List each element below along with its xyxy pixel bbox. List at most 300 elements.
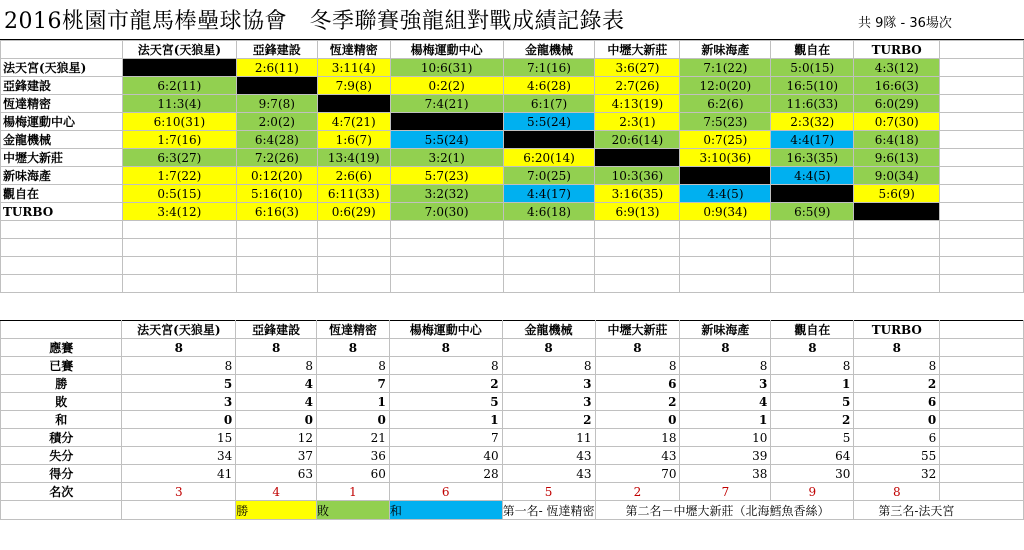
- title-row: [0, 0, 1024, 40]
- score-cell: 7:1(22): [680, 59, 771, 77]
- empty-cell: [940, 185, 1024, 203]
- score-cell: 7:0(30): [390, 203, 503, 221]
- stat-value: 64: [771, 447, 854, 465]
- matrix-row: [1, 203, 1024, 221]
- legend-row: [1, 501, 1024, 520]
- team-row-header: 中壢大新莊: [1, 149, 123, 167]
- legend-third-place: 第三名-法天宮: [854, 501, 1024, 520]
- team-row-header: 法天宮(天狼星): [1, 59, 123, 77]
- score-cell: 12:0(20): [680, 77, 771, 95]
- empty-cell: [680, 239, 771, 257]
- self-match-cell: [854, 203, 940, 221]
- stat-row: [1, 393, 1024, 411]
- stat-value: 5: [771, 393, 854, 411]
- stat-value: 4: [680, 393, 771, 411]
- self-match-cell: [680, 167, 771, 185]
- score-cell: 9:0(34): [854, 167, 940, 185]
- empty-cell: [595, 257, 680, 275]
- stat-value: 43: [502, 447, 595, 465]
- score-cell: 6:5(9): [771, 203, 854, 221]
- stat-value: 5: [389, 393, 502, 411]
- score-cell: 7:9(8): [317, 77, 390, 95]
- score-cell: 2:0(2): [236, 113, 317, 131]
- stat-value: 55: [854, 447, 940, 465]
- score-cell: 2:3(1): [595, 113, 680, 131]
- empty-cell: [236, 257, 317, 275]
- matchup-body: [1, 41, 1024, 293]
- stat-value: 39: [680, 447, 771, 465]
- score-cell: 0:9(34): [680, 203, 771, 221]
- stat-label: 敗: [1, 393, 122, 411]
- stat-value: 5: [771, 429, 854, 447]
- score-cell: 6:2(6): [680, 95, 771, 113]
- legend-second-place: 第二名－中壢大新莊（北海鱈魚香絲）: [595, 501, 854, 520]
- stat-label: 勝: [1, 375, 122, 393]
- team-column-header: TURBO: [854, 321, 940, 339]
- empty-cell: [503, 239, 595, 257]
- team-row-header: 楊梅運動中心: [1, 113, 123, 131]
- stat-row: [1, 447, 1024, 465]
- empty-cell: [317, 221, 390, 239]
- empty-cell: [390, 257, 503, 275]
- empty-cell: [503, 275, 595, 293]
- game-count: 共 9隊 - 36場次: [858, 16, 952, 31]
- stat-value: 8: [680, 339, 771, 357]
- score-cell: 2:6(6): [317, 167, 390, 185]
- stat-value: 8: [771, 339, 854, 357]
- team-column-header: 法天宮(天狼星): [122, 41, 236, 59]
- stat-value: 18: [595, 429, 680, 447]
- score-cell: 7:2(26): [236, 149, 317, 167]
- self-match-cell: [122, 59, 236, 77]
- corner-cell: [1, 321, 122, 339]
- stat-value: 30: [771, 465, 854, 483]
- empty-cell: [940, 339, 1024, 357]
- stat-label: 已賽: [1, 357, 122, 375]
- stat-value: 8: [389, 357, 502, 375]
- empty-cell: [940, 393, 1024, 411]
- empty-cell: [122, 221, 236, 239]
- score-cell: 4:4(17): [771, 131, 854, 149]
- score-cell: 9:7(8): [236, 95, 317, 113]
- stat-value: 8: [502, 357, 595, 375]
- score-cell: 20:6(14): [595, 131, 680, 149]
- matrix-row: [1, 113, 1024, 131]
- stat-value: 15: [122, 429, 236, 447]
- team-column-header: 恆達精密: [317, 41, 390, 59]
- empty-cell: [680, 275, 771, 293]
- score-cell: 0:2(2): [390, 77, 503, 95]
- score-cell: 3:10(36): [680, 149, 771, 167]
- page-title: 2016桃園市龍馬棒壘球協會 冬季聯賽強龍組對戰成績記錄表: [4, 9, 625, 34]
- legend-loss: 敗: [317, 501, 390, 520]
- empty-cell: [503, 257, 595, 275]
- score-cell: 7:1(16): [503, 59, 595, 77]
- stat-value: 8: [854, 339, 940, 357]
- matrix-row: [1, 77, 1024, 95]
- empty-cell: [122, 501, 236, 520]
- score-cell: 4:4(5): [680, 185, 771, 203]
- stat-value: 0: [595, 411, 680, 429]
- stat-label: 名次: [1, 483, 122, 501]
- empty-cell: [595, 275, 680, 293]
- empty-cell: [771, 275, 854, 293]
- empty-cell: [236, 239, 317, 257]
- score-cell: 11:6(33): [771, 95, 854, 113]
- rank-value: 3: [122, 483, 236, 501]
- stat-value: 60: [317, 465, 390, 483]
- stat-row: [1, 357, 1024, 375]
- score-cell: 4:4(17): [503, 185, 595, 203]
- blank-row: [1, 221, 1024, 239]
- empty-cell: [940, 321, 1024, 339]
- empty-cell: [940, 257, 1024, 275]
- stat-value: 36: [317, 447, 390, 465]
- team-column-header: 亞鋒建設: [236, 41, 317, 59]
- empty-cell: [940, 95, 1024, 113]
- team-column-header: 金龍機械: [502, 321, 595, 339]
- stat-value: 10: [680, 429, 771, 447]
- stat-value: 8: [317, 357, 390, 375]
- legend-first-place: 第一名- 恆達精密: [502, 501, 595, 520]
- score-cell: 7:4(21): [390, 95, 503, 113]
- score-cell: 6:4(28): [236, 131, 317, 149]
- empty-cell: [771, 257, 854, 275]
- score-cell: 6:11(33): [317, 185, 390, 203]
- stat-value: 1: [771, 375, 854, 393]
- stat-value: 0: [854, 411, 940, 429]
- score-cell: 2:3(32): [771, 113, 854, 131]
- empty-cell: [503, 221, 595, 239]
- rank-value: 2: [595, 483, 680, 501]
- stat-value: 6: [595, 375, 680, 393]
- score-cell: 1:7(16): [122, 131, 236, 149]
- matrix-row: [1, 59, 1024, 77]
- stat-value: 0: [122, 411, 236, 429]
- empty-cell: [390, 275, 503, 293]
- score-cell: 5:6(9): [854, 185, 940, 203]
- empty-cell: [771, 239, 854, 257]
- score-cell: 6:20(14): [503, 149, 595, 167]
- score-cell: 3:11(4): [317, 59, 390, 77]
- stat-value: 21: [317, 429, 390, 447]
- score-cell: 16:6(3): [854, 77, 940, 95]
- score-cell: 9:6(13): [854, 149, 940, 167]
- team-column-header: 亞鋒建設: [236, 321, 317, 339]
- stat-row: [1, 483, 1024, 501]
- empty-cell: [940, 239, 1024, 257]
- stat-value: 5: [122, 375, 236, 393]
- empty-cell: [940, 203, 1024, 221]
- score-cell: 4:13(19): [595, 95, 680, 113]
- empty-cell: [940, 465, 1024, 483]
- empty-cell: [317, 239, 390, 257]
- stat-row: [1, 375, 1024, 393]
- matrix-row: [1, 149, 1024, 167]
- rank-value: 8: [854, 483, 940, 501]
- empty-cell: [940, 275, 1024, 293]
- stat-value: 8: [122, 357, 236, 375]
- score-cell: 6:9(13): [595, 203, 680, 221]
- stat-value: 4: [236, 393, 317, 411]
- stat-label: 得分: [1, 465, 122, 483]
- empty-cell: [940, 375, 1024, 393]
- score-cell: 16:5(10): [771, 77, 854, 95]
- stat-value: 8: [854, 357, 940, 375]
- stat-value: 1: [680, 411, 771, 429]
- matrix-row: [1, 131, 1024, 149]
- score-cell: 5:5(24): [390, 131, 503, 149]
- empty-cell: [854, 275, 940, 293]
- empty-cell: [854, 221, 940, 239]
- empty-cell: [940, 357, 1024, 375]
- stat-row: [1, 339, 1024, 357]
- score-cell: 0:7(25): [680, 131, 771, 149]
- score-cell: 3:4(12): [122, 203, 236, 221]
- score-cell: 1:6(7): [317, 131, 390, 149]
- self-match-cell: [317, 95, 390, 113]
- stat-value: 6: [854, 393, 940, 411]
- score-cell: 2:6(11): [236, 59, 317, 77]
- rank-value: 7: [680, 483, 771, 501]
- score-cell: 3:2(1): [390, 149, 503, 167]
- stat-value: 2: [771, 411, 854, 429]
- stat-label: 積分: [1, 429, 122, 447]
- rank-value: 1: [317, 483, 390, 501]
- stat-label: 失分: [1, 447, 122, 465]
- stat-value: 37: [236, 447, 317, 465]
- stat-value: 3: [680, 375, 771, 393]
- rank-value: 4: [236, 483, 317, 501]
- score-cell: 10:6(31): [390, 59, 503, 77]
- stat-label: 應賽: [1, 339, 122, 357]
- stat-value: 34: [122, 447, 236, 465]
- stat-value: 63: [236, 465, 317, 483]
- stat-value: 8: [317, 339, 390, 357]
- score-cell: 3:2(32): [390, 185, 503, 203]
- stat-value: 70: [595, 465, 680, 483]
- standings-header-row: [1, 321, 1024, 339]
- score-cell: 13:4(19): [317, 149, 390, 167]
- stat-value: 28: [389, 465, 502, 483]
- corner-cell: [1, 41, 123, 59]
- stat-value: 43: [502, 465, 595, 483]
- stat-value: 8: [771, 357, 854, 375]
- empty-cell: [680, 221, 771, 239]
- stat-value: 32: [854, 465, 940, 483]
- score-cell: 6:2(11): [122, 77, 236, 95]
- stat-value: 1: [389, 411, 502, 429]
- rank-value: 9: [771, 483, 854, 501]
- empty-cell: [940, 131, 1024, 149]
- stat-row: [1, 411, 1024, 429]
- standings-body: [1, 321, 1024, 520]
- rank-value: 6: [389, 483, 502, 501]
- stat-value: 6: [854, 429, 940, 447]
- matchup-table: [0, 40, 1024, 293]
- stat-value: 38: [680, 465, 771, 483]
- stat-value: 2: [502, 411, 595, 429]
- stat-value: 8: [680, 357, 771, 375]
- empty-cell: [940, 429, 1024, 447]
- empty-cell: [940, 149, 1024, 167]
- empty-cell: [1, 275, 123, 293]
- score-cell: 7:0(25): [503, 167, 595, 185]
- standings-table: [0, 320, 1024, 520]
- empty-cell: [940, 113, 1024, 131]
- score-cell: 3:16(35): [595, 185, 680, 203]
- score-cell: 6:3(27): [122, 149, 236, 167]
- stat-value: 8: [236, 339, 317, 357]
- empty-cell: [317, 275, 390, 293]
- score-cell: 7:5(23): [680, 113, 771, 131]
- stat-value: 0: [236, 411, 317, 429]
- team-column-header: 楊梅運動中心: [389, 321, 502, 339]
- stat-value: 3: [502, 375, 595, 393]
- score-cell: 4:6(18): [503, 203, 595, 221]
- score-cell: 5:5(24): [503, 113, 595, 131]
- score-cell: 6:4(18): [854, 131, 940, 149]
- stat-row: [1, 465, 1024, 483]
- matrix-row: [1, 95, 1024, 113]
- empty-cell: [940, 41, 1024, 59]
- empty-cell: [854, 239, 940, 257]
- team-row-header: 金龍機械: [1, 131, 123, 149]
- score-cell: 16:3(35): [771, 149, 854, 167]
- score-cell: 1:7(22): [122, 167, 236, 185]
- empty-cell: [940, 77, 1024, 95]
- stat-value: 8: [236, 357, 317, 375]
- team-column-header: 中壢大新莊: [595, 41, 680, 59]
- score-cell: 6:0(29): [854, 95, 940, 113]
- blank-row: [1, 257, 1024, 275]
- team-row-header: 觀自在: [1, 185, 123, 203]
- team-column-header: 觀自在: [771, 321, 854, 339]
- empty-cell: [680, 257, 771, 275]
- score-cell: 0:12(20): [236, 167, 317, 185]
- team-row-header: 恆達精密: [1, 95, 123, 113]
- empty-cell: [236, 221, 317, 239]
- stat-value: 2: [595, 393, 680, 411]
- empty-cell: [940, 167, 1024, 185]
- stat-value: 40: [389, 447, 502, 465]
- empty-cell: [390, 239, 503, 257]
- score-cell: 4:6(28): [503, 77, 595, 95]
- stat-value: 3: [122, 393, 236, 411]
- score-cell: 11:3(4): [122, 95, 236, 113]
- self-match-cell: [236, 77, 317, 95]
- team-row-header: TURBO: [1, 203, 123, 221]
- stat-value: 11: [502, 429, 595, 447]
- score-cell: 5:7(23): [390, 167, 503, 185]
- score-cell: 2:7(26): [595, 77, 680, 95]
- stat-value: 8: [595, 357, 680, 375]
- empty-cell: [940, 59, 1024, 77]
- score-cell: 6:1(7): [503, 95, 595, 113]
- self-match-cell: [771, 185, 854, 203]
- score-cell: 6:10(31): [122, 113, 236, 131]
- stat-value: 7: [317, 375, 390, 393]
- stat-label: 和: [1, 411, 122, 429]
- score-cell: 4:4(5): [771, 167, 854, 185]
- stat-value: 2: [854, 375, 940, 393]
- legend-tie: 和: [389, 501, 502, 520]
- empty-cell: [854, 257, 940, 275]
- self-match-cell: [390, 113, 503, 131]
- self-match-cell: [503, 131, 595, 149]
- stat-value: 8: [595, 339, 680, 357]
- empty-cell: [1, 257, 123, 275]
- team-column-header: 新味海產: [680, 41, 771, 59]
- stat-value: 12: [236, 429, 317, 447]
- team-column-header: 新味海產: [680, 321, 771, 339]
- team-row-header: 亞鋒建設: [1, 77, 123, 95]
- stat-value: 8: [502, 339, 595, 357]
- empty-cell: [940, 221, 1024, 239]
- score-cell: 3:6(27): [595, 59, 680, 77]
- self-match-cell: [595, 149, 680, 167]
- score-cell: 10:3(36): [595, 167, 680, 185]
- team-column-header: 中壢大新莊: [595, 321, 680, 339]
- score-cell: 0:5(15): [122, 185, 236, 203]
- stat-value: 3: [502, 393, 595, 411]
- empty-cell: [940, 447, 1024, 465]
- team-column-header: 金龍機械: [503, 41, 595, 59]
- stat-value: 0: [317, 411, 390, 429]
- matrix-row: [1, 167, 1024, 185]
- empty-cell: [390, 221, 503, 239]
- score-cell: 6:16(3): [236, 203, 317, 221]
- stat-value: 41: [122, 465, 236, 483]
- stat-row: [1, 429, 1024, 447]
- empty-cell: [940, 411, 1024, 429]
- blank-row: [1, 275, 1024, 293]
- empty-cell: [317, 257, 390, 275]
- score-cell: 5:16(10): [236, 185, 317, 203]
- empty-cell: [122, 275, 236, 293]
- team-column-header: TURBO: [854, 41, 940, 59]
- empty-cell: [595, 221, 680, 239]
- team-column-header: 法天宮(天狼星): [122, 321, 236, 339]
- team-column-header: 恆達精密: [317, 321, 390, 339]
- rank-value: 5: [502, 483, 595, 501]
- empty-cell: [122, 257, 236, 275]
- legend-win: 勝: [236, 501, 317, 520]
- empty-cell: [1, 239, 123, 257]
- empty-cell: [940, 483, 1024, 501]
- matrix-row: [1, 185, 1024, 203]
- empty-cell: [1, 501, 122, 520]
- score-cell: 5:0(15): [771, 59, 854, 77]
- score-cell: 4:3(12): [854, 59, 940, 77]
- empty-cell: [595, 239, 680, 257]
- stat-value: 43: [595, 447, 680, 465]
- score-cell: 0:6(29): [317, 203, 390, 221]
- team-row-header: 新味海產: [1, 167, 123, 185]
- stat-value: 7: [389, 429, 502, 447]
- empty-cell: [236, 275, 317, 293]
- team-column-header: 楊梅運動中心: [390, 41, 503, 59]
- score-cell: 0:7(30): [854, 113, 940, 131]
- blank-row: [1, 239, 1024, 257]
- stat-value: 2: [389, 375, 502, 393]
- empty-cell: [771, 221, 854, 239]
- score-cell: 4:7(21): [317, 113, 390, 131]
- empty-cell: [1, 221, 123, 239]
- stat-value: 4: [236, 375, 317, 393]
- team-column-header: 觀自在: [771, 41, 854, 59]
- empty-cell: [122, 239, 236, 257]
